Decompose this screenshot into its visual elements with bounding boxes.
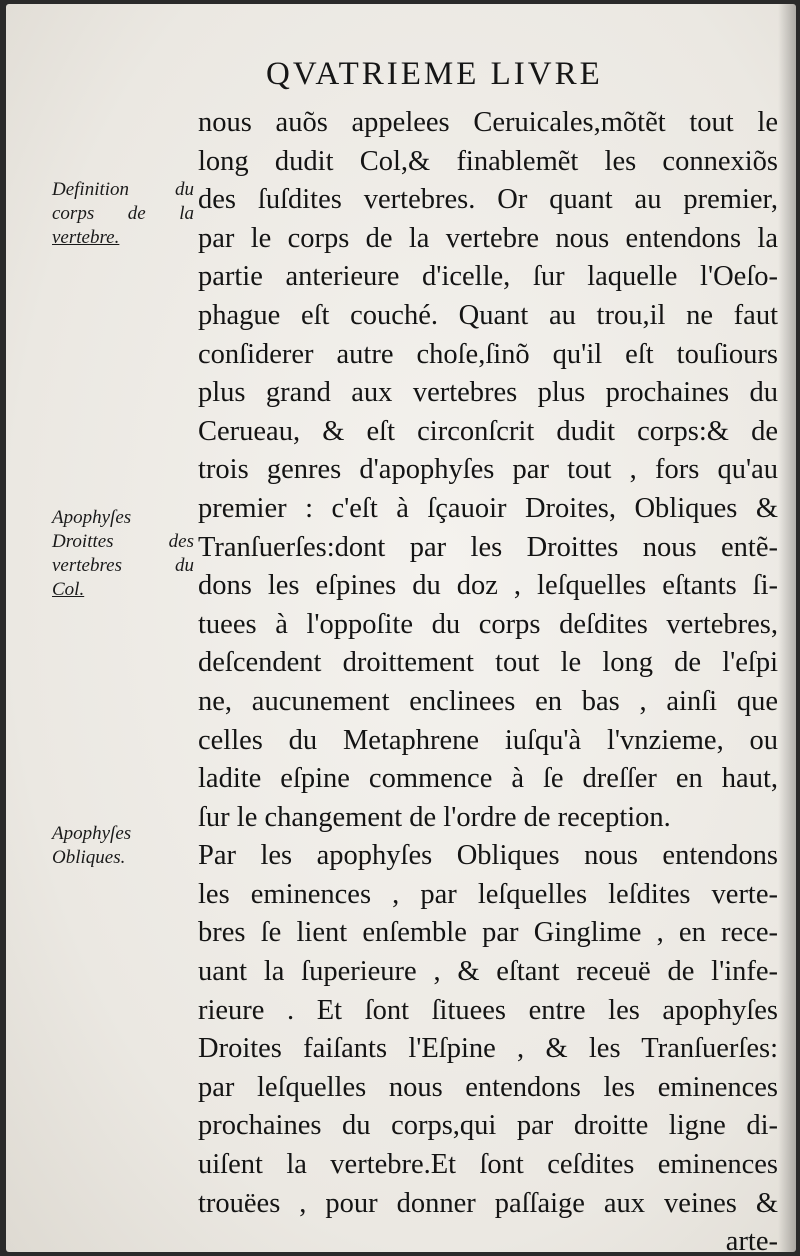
margin-note-definition [52, 178, 194, 250]
margin-note-line: corps de la [52, 203, 194, 224]
page-edge-shadow [778, 4, 796, 1252]
text-line: premier : c'eſt à ſçauoir Droites, Obliques & [198, 492, 778, 524]
text-line: phague eſt couché. Quant au trou,il ne faut [198, 299, 778, 331]
margin-note-line: Definition du [52, 179, 194, 200]
body-text [198, 104, 778, 1252]
catchword: arte- [725, 1226, 778, 1252]
text-line: par leſquelles nous entendons les eminences [198, 1071, 778, 1103]
text-line: celles du Metaphrene iuſqu'à l'vnzieme, ou [198, 724, 778, 756]
text-line: trois genres d'apophyſes par tout , fors qu'au [198, 454, 778, 486]
text-line: les eminences , par leſquelles leſdites verte- [198, 878, 778, 910]
text-line: Par les apophyſes Obliques nous entendons [198, 840, 778, 872]
margin-note-line: Droittes des [52, 531, 194, 552]
text-line: Cerueau, & eſt circonſcrit dudit corps:& de [198, 415, 778, 447]
running-head: QVATRIEME LIVRE [266, 56, 603, 92]
book-page [6, 4, 796, 1252]
text-line: par le corps de la vertebre nous entendons la [198, 222, 778, 254]
margin-note-line: Obliques. [52, 847, 126, 868]
text-line: dons les eſpines du doz , leſquelles eſtants ſi- [198, 570, 778, 602]
margin-note-line: Apophyſes [52, 823, 132, 844]
text-line: nous auõs appelees Ceruicales,mõtẽt tout le [198, 107, 778, 138]
text-line: plus grand aux vertebres plus prochaines du [198, 377, 778, 409]
text-line: des ſuſdites vertebres. Or quant au premier, [198, 184, 778, 216]
text-line: ne, aucunement enclinees en bas , ainſi que [198, 685, 778, 717]
text-line: ladite eſpine commence à ſe dreſſer en haut, [198, 763, 778, 795]
text-line: rieure . Et ſont ſituees entre les apophyſes [198, 994, 778, 1026]
text-line: long dudit Col,& finablemẽt les connexiõs [198, 145, 778, 177]
text-line: Droites faiſants l'Eſpine , & les Tranſuerſes: [198, 1033, 778, 1065]
text-line: conſiderer autre choſe,ſinõ qu'il eſt touſiours [198, 338, 778, 370]
text-line: prochaines du corps,qui par droitte ligne di- [198, 1110, 778, 1142]
margin-note-apophyses-droittes [52, 506, 194, 602]
text-line: deſcendent droittement tout le long de l'eſpi [198, 647, 778, 679]
text-line: Tranſuerſes:dont par les Droittes nous entẽ- [198, 531, 778, 563]
text-line: uant la ſuperieure , & eſtant receuë de l'infe- [198, 956, 778, 988]
text-line: tuees à l'oppoſite du corps deſdites vertebres, [198, 608, 778, 640]
text-line: partie anterieure d'icelle, ſur laquelle l'Oeſo- [198, 261, 778, 293]
margin-note-line: vertebre. [52, 227, 120, 248]
margin-note-line: Apophyſes [52, 507, 132, 528]
margin-note-line: Col. [52, 579, 85, 600]
text-line: uiſent la vertebre.Et ſont ceſdites eminences [198, 1149, 778, 1181]
text-line: bres ſe lient enſemble par Ginglime , en rece- [198, 917, 778, 949]
text-line: ſur le changement de l'ordre de reception. [198, 801, 671, 833]
margin-note-line: vertebres du [52, 555, 194, 576]
margin-note-apophyses-obliques [52, 822, 194, 870]
text-line: trouëes , pour donner paſſaige aux veines & [198, 1187, 778, 1219]
